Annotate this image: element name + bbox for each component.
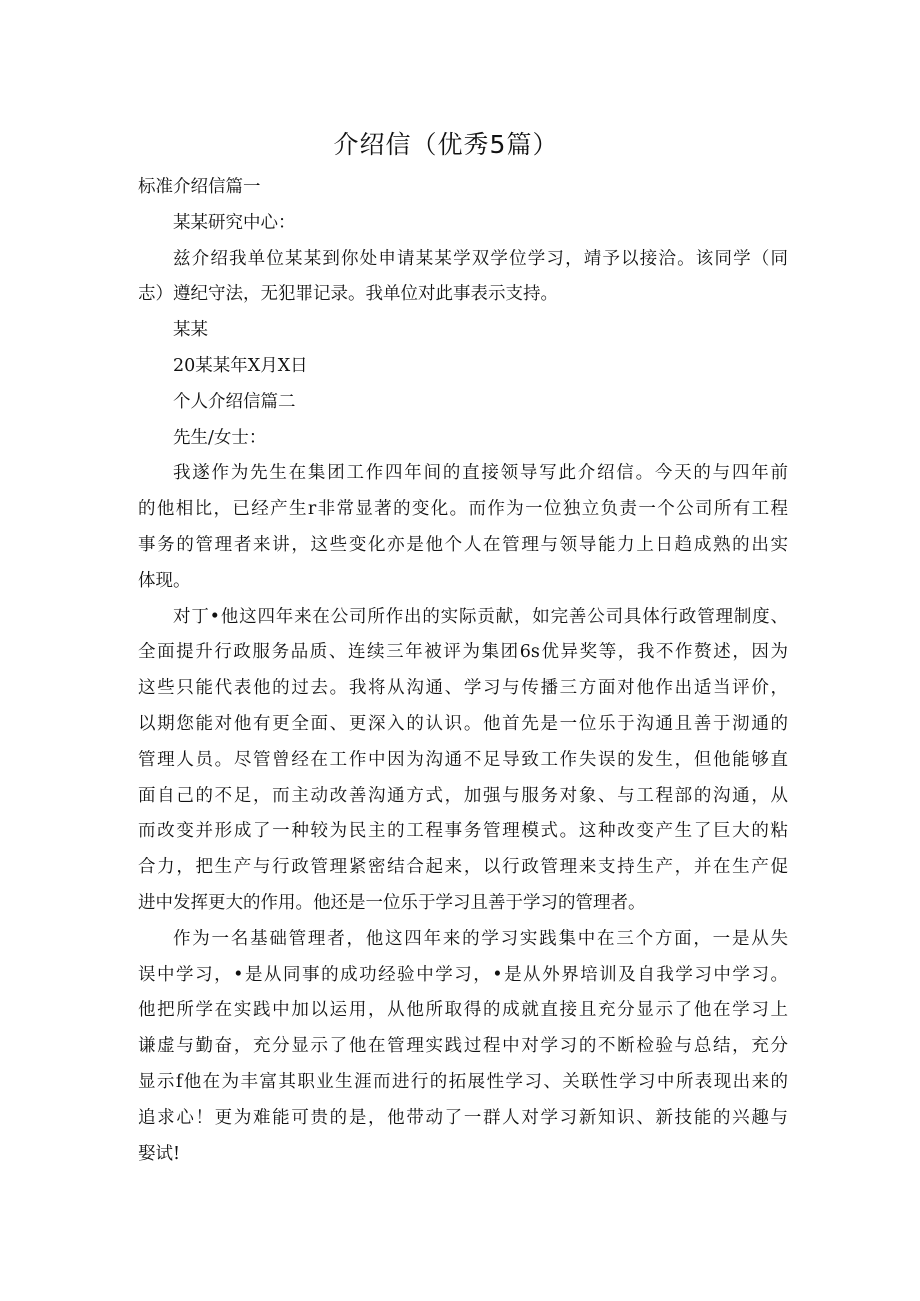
paragraph-line: 作为一名基础管理者，他这四年来的学习实践集中在三个方面，一是从失 xyxy=(173,928,788,949)
paragraph-line: 显示f他在为丰富其职业生涯而进行的拓展性学习、关联性学习中所表现出来的 xyxy=(138,1071,788,1092)
paragraph-line: 全面提升行政服务品质、连续三年被评为集团6s优异奖等，我不作赘述，因为 xyxy=(138,642,788,663)
signature: 某某 xyxy=(173,320,208,341)
paragraph-line: 对丁•他这四年来在公司所作出的实际贡献，如完善公司具体行政管理制度、 xyxy=(173,606,788,627)
paragraph-line: 事务的管理者来讲，这些变化亦是他个人在管理与领导能力上日趋成熟的出实 xyxy=(138,534,788,555)
section-heading: 个人介绍信篇二 xyxy=(173,391,296,412)
document-body xyxy=(138,170,788,1172)
paragraph-line: 我遂作为先生在集团工作四年间的直接领导写此介绍信。今天的与四年前 xyxy=(173,463,788,484)
paragraph-line: 面自己的不足，而主动改善沟通方式，加强与服务对象、与工程部的沟通，从 xyxy=(138,785,788,806)
document-title: 介绍信（优秀5篇） xyxy=(333,130,559,159)
section-heading: 标准介绍信篇一 xyxy=(138,177,261,197)
paragraph-line: 合力，把生产与行政管理紧密结合起来，以行政管理来支持生产，并在生产促 xyxy=(138,857,788,878)
paragraph-line: 娶试! xyxy=(138,1143,181,1164)
salutation: 先生/女士： xyxy=(173,427,267,448)
paragraph-line: 志）遵纪守法，无犯罪记录。我单位对此事表示支持。 xyxy=(138,284,558,305)
paragraph-line: 进中发挥更大的作用。他还是一位乐于学习且善于学习的管理者。 xyxy=(138,892,646,913)
salutation: 某某研究中心： xyxy=(173,212,296,233)
paragraph-line: 追求心！更为难能可贵的是，他带动了一群人对学习新知识、新技能的兴趣与 xyxy=(138,1107,788,1128)
paragraph-line: 兹介绍我单位某某到你处申请某某学双学位学习，靖予以接洽。该同学（同 xyxy=(173,248,788,269)
paragraph-line: 误中学习，•是从同事的成功经验中学习，•是从外界培训及自我学习中学习。 xyxy=(138,964,788,985)
paragraph-line: 他把所学在实践中加以运用，从他所取得的成就直接且充分显示了他在学习上 xyxy=(138,1000,788,1021)
paragraph-line: 而改变并形成了一种较为民主的工程事务管理模式。这种改变产生了巨大的粘 xyxy=(138,821,788,842)
paragraph-line: 体现。 xyxy=(138,570,191,591)
paragraph-line: 管理人员。尽管曾经在工作中因为沟通不足导致工作失误的发生，但他能够直 xyxy=(138,749,788,770)
paragraph-line: 以期您能对他有更全面、更深入的认识。他首先是一位乐于沟通且善于沏通的 xyxy=(138,713,788,734)
paragraph-line: 谦虚与勤奋，充分显示了他在管理实践过程中对学习的不断检验与总结，充分 xyxy=(138,1036,788,1057)
paragraph-line: 的他相比，已经产生r非常显著的变化。而作为一位独立负责一个公司所有工程 xyxy=(138,499,788,520)
paragraph-line: 这些只能代表他的过去。我将从沟通、学习与传播三方面对他作出适当评价， xyxy=(138,678,788,699)
date: 20某某年X月X日 xyxy=(173,355,308,376)
